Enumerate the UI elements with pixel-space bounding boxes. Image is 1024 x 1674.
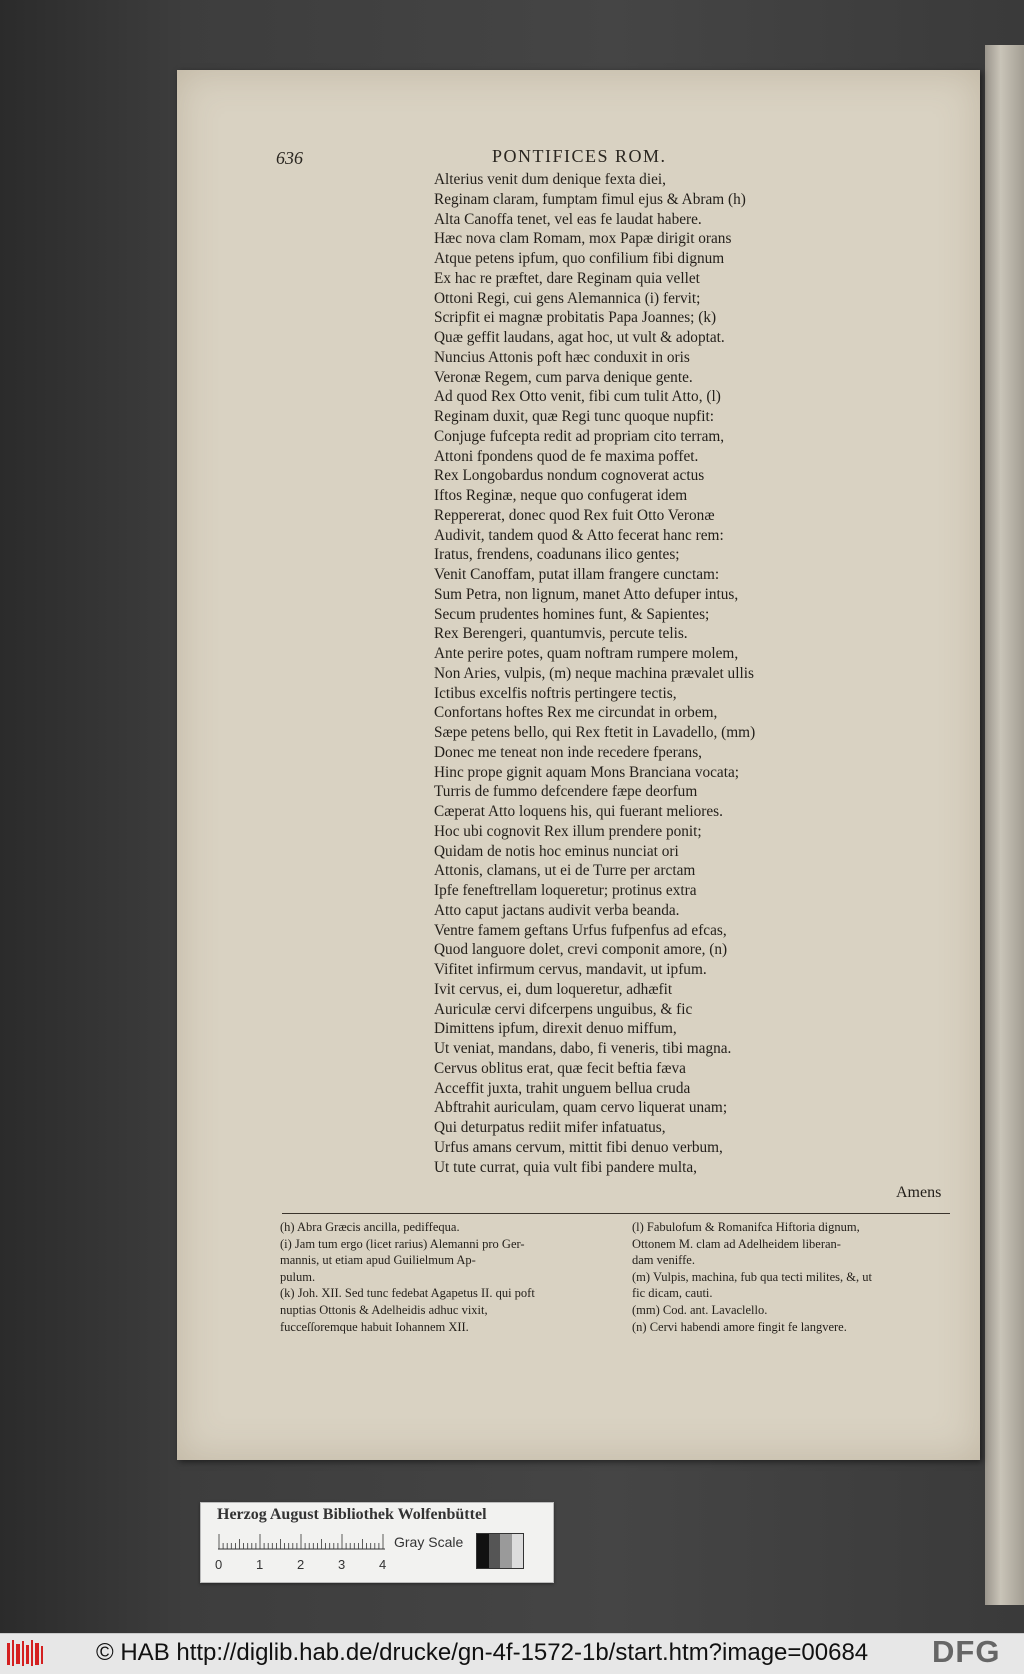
- verse-line: Auriculæ cervi difcerpens unguibus, & fic: [434, 1000, 693, 1018]
- verse-line: Donec me teneat non inde recedere fperans,: [434, 743, 702, 761]
- footer-url[interactable]: © HAB http://diglib.hab.de/drucke/gn-4f-1572-1b/start.htm?image=00684: [96, 1639, 869, 1666]
- footnote-line: (mm) Cod. ant. Lavaclello.: [632, 1302, 768, 1317]
- verse-line: Qui deturpatus rediit mifer infatuatus,: [434, 1119, 666, 1136]
- verse-line: Dimittens ipfum, direxit denuo miffum,: [434, 1020, 677, 1038]
- dfg-logo: DFG: [932, 1634, 1001, 1669]
- footnote-line: fic dicam, cauti.: [632, 1286, 713, 1301]
- next-page-edge: [985, 45, 1024, 1605]
- ruler-number: 4: [379, 1557, 387, 1572]
- footnote-line: (k) Joh. XII. Sed tunc fedebat Agapetus II. qui poft: [280, 1286, 535, 1301]
- ruler-number: 2: [297, 1557, 305, 1572]
- catchword: Amens: [896, 1184, 942, 1201]
- verse-line: Quidam de notis hoc eminus nunciat ori: [434, 842, 679, 860]
- verse-line: Ad quod Rex Otto venit, fibi cum tulit Atto, (l): [434, 388, 721, 406]
- verse-line: Vifitet infirmum cervus, mandavit, ut ipfum.: [434, 961, 707, 978]
- footnote-line: (h) Abra Græcis ancilla, pediffequa.: [280, 1220, 460, 1234]
- ruler-scale: [218, 1534, 385, 1550]
- footnote-line: (m) Vulpis, machina, fub qua tecti milites, &, ut: [632, 1269, 872, 1284]
- ruler-number: 0: [215, 1557, 223, 1572]
- verse-line: Secum prudentes homines funt, & Sapientes;: [434, 605, 710, 623]
- verse-line: Ictibus excelfis noftris pertingere tectis,: [434, 684, 677, 702]
- verse-line: Ut tute currat, quia vult fibi pandere multa,: [434, 1158, 697, 1176]
- verse-line: Atto caput jactans audivit verba beanda.: [434, 901, 680, 919]
- verse-line: Ottoni Regi, cui gens Alemannica (i) fervit;: [434, 289, 701, 307]
- verse-line: Acceffit juxta, trahit unguem bellua cruda: [434, 1079, 691, 1097]
- verse-line: Quod languore dolet, crevi componit amore, (n): [434, 941, 728, 959]
- verse-line: Iftos Reginæ, neque quo confugerat idem: [434, 487, 688, 504]
- running-head: PONTIFICES ROM.: [492, 146, 667, 166]
- footnote-line: (i) Jam tum ergo (licet rarius) Alemanni pro Ger-: [280, 1236, 525, 1251]
- page-number: 636: [276, 148, 303, 168]
- footnote-line: (l) Fabulofum & Romanifca Hiftoria dignum,: [632, 1220, 860, 1234]
- footnote-line: dam veniffe.: [632, 1253, 695, 1268]
- verse-text: [434, 170, 864, 1177]
- verse-line: Ipfe feneftrellam loqueretur; protinus extra: [434, 882, 697, 899]
- verse-line: Abftrahit auriculam, quam cervo liquerat unam;: [434, 1099, 728, 1117]
- verse-line: Venit Canoffam, putat illam frangere cunctam:: [434, 566, 720, 583]
- verse-line: Iratus, frendens, coadunans ilico gentes;: [434, 546, 680, 564]
- verse-line: Alterius venit dum denique fexta diei,: [434, 171, 666, 188]
- verse-line: Hinc prope gignit aquam Mons Branciana vocata;: [434, 763, 739, 781]
- footnotes-right: [632, 1219, 957, 1335]
- library-name: Herzog August Bibliothek Wolfenbüttel: [217, 1506, 487, 1523]
- verse-line: Rex Berengeri, quantumvis, percute telis.: [434, 625, 688, 643]
- verse-line: Sæpe petens bello, qui Rex ftetit in Lavadello, (mm): [434, 724, 756, 741]
- verse-line: Reppererat, donec quod Rex fuit Otto Veronæ: [434, 506, 715, 524]
- gray-swatch: [512, 1534, 524, 1568]
- verse-line: Nuncius Attonis poft hæc conduxit in oris: [434, 348, 690, 366]
- verse-line: Urfus amans cervum, mittit fibi denuo verbum,: [434, 1138, 723, 1156]
- hab-barcode-icon: [6, 1638, 46, 1668]
- verse-line: Attoni fpondens quod de fe maxima poffet.: [434, 447, 699, 465]
- verse-line: Scripfit ei magnæ probitatis Papa Joannes; (k): [434, 309, 717, 327]
- verse-line: Veronæ Regem, cum parva denique gente.: [434, 368, 693, 386]
- gray-scale-label: Gray Scale: [394, 1534, 464, 1550]
- footnote-line: mannis, ut etiam apud Guilielmum Ap-: [280, 1253, 476, 1268]
- verse-line: Atque petens ipfum, quo confilium fibi dignum: [434, 250, 725, 267]
- verse-line: Hoc ubi cognovit Rex illum prendere ponit;: [434, 822, 702, 840]
- verse-line: Cæperat Atto loquens his, qui fuerant meliores.: [434, 803, 723, 820]
- verse-line: Sum Petra, non lignum, manet Atto defuper intus,: [434, 585, 739, 603]
- verse-line: Ut veniat, mandans, dabo, fi veneris, tibi magna.: [434, 1040, 732, 1057]
- gray-swatch: [500, 1534, 512, 1568]
- gray-swatch: [489, 1534, 501, 1568]
- ruler-number: 1: [256, 1557, 264, 1572]
- verse-line: Ex hac re præftet, dare Reginam quia vellet: [434, 269, 700, 287]
- verse-line: Rex Longobardus nondum cognoverat actus: [434, 467, 705, 485]
- verse-line: Conjuge fufcepta redit ad propriam cito terram,: [434, 427, 725, 445]
- ruler-number: 3: [338, 1557, 346, 1572]
- verse-line: Ivit cervus, ei, dum loqueretur, adhæfit: [434, 980, 673, 998]
- footnote-rule: [282, 1213, 950, 1214]
- footnote-line: fucceſſoremque habuit Iohannem XII.: [280, 1319, 469, 1334]
- footnote-line: nuptias Ottonis & Adelheidis adhuc vixit,: [280, 1302, 488, 1317]
- footnote-line: (n) Cervi habendi amore fingit fe langvere.: [632, 1319, 847, 1334]
- verse-line: Reginam claram, fumptam fimul ejus & Abram (h): [434, 190, 746, 208]
- verse-line: Attonis, clamans, ut ei de Turre per arctam: [434, 862, 696, 880]
- gray-swatch: [477, 1534, 489, 1568]
- verse-line: Quæ geffit laudans, agat hoc, ut vult & adoptat.: [434, 329, 725, 346]
- verse-line: Ante perire potes, quam noftram rumpere molem,: [434, 645, 739, 662]
- verse-line: Reginam duxit, quæ Regi tunc quoque nupfit:: [434, 408, 714, 425]
- gray-scale-swatches: [476, 1533, 524, 1569]
- verse-line: Non Aries, vulpis, (m) neque machina prævalet ullis: [434, 664, 754, 682]
- verse-line: Alta Canoffa tenet, vel eas fe laudat habere.: [434, 210, 702, 228]
- verse-line: Confortans hoftes Rex me circundat in orbem,: [434, 704, 718, 722]
- verse-line: Turris de fummo defcendere fæpe deorfum: [434, 783, 698, 801]
- footnote-line: Ottonem M. clam ad Adelheidem liberan-: [632, 1236, 841, 1251]
- verse-line: Cervus oblitus erat, quæ fecit beftia fæva: [434, 1059, 686, 1077]
- verse-line: Hæc nova clam Romam, mox Papæ dirigit orans: [434, 230, 732, 248]
- verse-line: Audivit, tandem quod & Atto fecerat hanc rem:: [434, 526, 724, 544]
- verse-line: Ventre famem geftans Urfus fufpenfus ad efcas,: [434, 921, 727, 939]
- footnotes-left: [280, 1219, 610, 1335]
- footnote-line: pulum.: [280, 1269, 316, 1284]
